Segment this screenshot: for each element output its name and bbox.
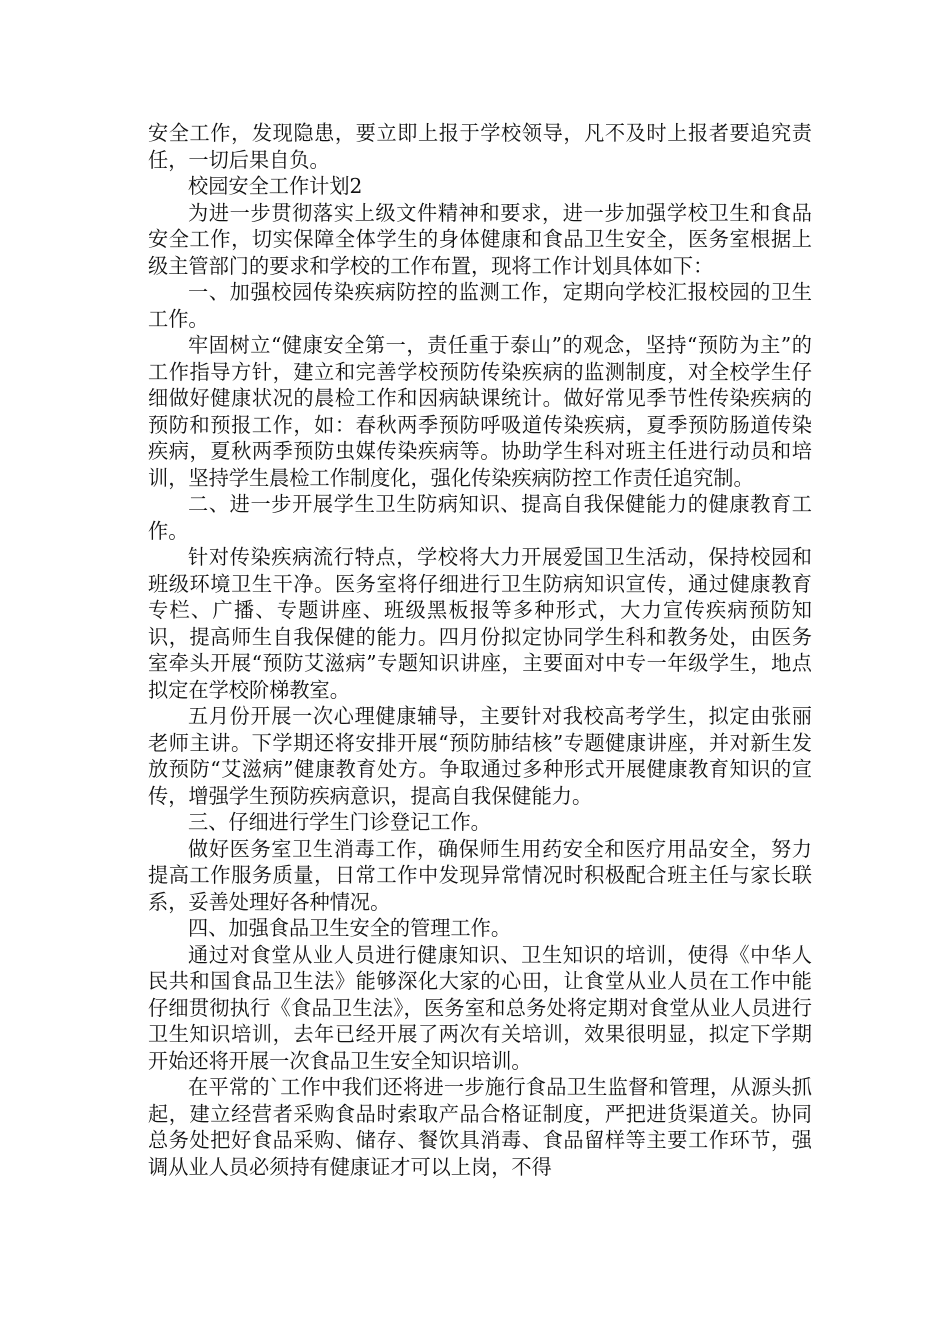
heading-item-3: 三、仔细进行学生门诊登记工作。 xyxy=(188,810,491,834)
document-page xyxy=(148,120,812,1180)
heading-item-1: 一、加强校园传染疾病防控的监测工作，定期向学校汇报校园的卫生工作。 xyxy=(148,280,812,331)
paragraph-item-1: 牢固树立“健康安全第一，责任重于泰山”的观念，坚持“预防为主”的工作指导方针，建立和完善学校预防传染疾病的监测制度，对全校学生仔细做好健康状况的晨检工作和因病缺课统计。做好常见季节性传染疾病的预防和预报工作，如：春秋两季预防呼吸道传染疾病，夏季预防肠道传染疾病，夏秋两季预防虫媒传染疾病等。协助学生科对班主任进行动员和培训，坚持学生晨检工作制度化，强化传染疾病防控工作责任追究制。 xyxy=(148,333,812,490)
heading-item-4: 四、加强食品卫生安全的管理工作。 xyxy=(188,916,512,940)
paragraph-item-4a: 通过对食堂从业人员进行健康知识、卫生知识的培训，使得《中华人民共和国食品卫生法》能够深化大家的心田，让食堂从业人员在工作中能仔细贯彻执行《食品卫生法》，医务室和总务处将定期对食堂从业人员进行卫生知识培训，去年已经开展了两次有关培训，效果很明显，拟定下学期开始还将开展一次食品卫生安全知识培训。 xyxy=(148,942,812,1073)
paragraph-item-2a: 针对传染疾病流行特点，学校将大力开展爱国卫生活动，保持校园和班级环境卫生干净。医务室将仔细进行卫生防病知识宣传，通过健康教育专栏、广播、专题讲座、班级黑板报等多种形式，大力宣传疾病预防知识，提高师生自我保健的能力。四月份拟定协同学生科和教务处，由医务室牵头开展“预防艾滋病”专题知识讲座，主要面对中专一年级学生，地点拟定在学校阶梯教室。 xyxy=(148,545,812,702)
heading-item-2: 二、进一步开展学生卫生防病知识、提高自我保健能力的健康教育工作。 xyxy=(148,492,812,543)
paragraph-item-4b: 在平常的`工作中我们还将进一步施行食品卫生监督和管理，从源头抓起，建立经营者采购食品时索取产品合格证制度，严把进货渠道关。协同总务处把好食品采购、储存、餐饮具消毒、食品留样等主要工作环节，强调从业人员必须持有健康证才可以上岗，不得 xyxy=(148,1075,812,1179)
section-title: 校园安全工作计划2 xyxy=(188,174,363,198)
paragraph-item-3: 做好医务室卫生消毒工作，确保师生用药安全和医疗用品安全，努力提高工作服务质量，日常工作中发现异常情况时积极配合班主任与家长联系，妥善处理好各种情况。 xyxy=(148,836,812,914)
paragraph-intro: 为进一步贯彻落实上级文件精神和要求，进一步加强学校卫生和食品安全工作，切实保障全体学生的身体健康和食品卫生安全，医务室根据上级主管部门的要求和学校的工作布置，现将工作计划具体如下： xyxy=(148,200,812,278)
paragraph-item-2b: 五月份开展一次心理健康辅导，主要针对我校高考学生，拟定由张丽老师主讲。下学期还将安排开展“预防肺结核”专题健康讲座，并对新生发放预防“艾滋病”健康教育处方。争取通过多种形式开展健康教育知识的宣传，增强学生预防疾病意识，提高自我保健能力。 xyxy=(148,704,812,808)
paragraph-continuation: 安全工作，发现隐患，要立即上报于学校领导，凡不及时上报者要追究责任，一切后果自负。 xyxy=(148,121,812,172)
